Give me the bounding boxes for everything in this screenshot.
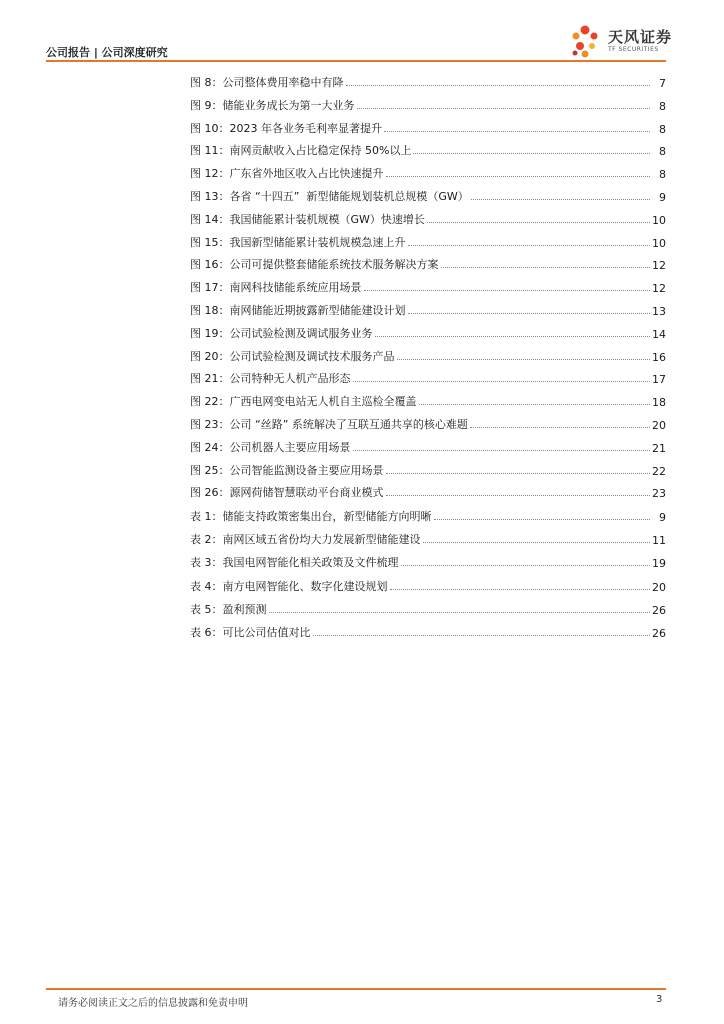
table-entry-label: 表 4：南方电网智能化、数字化建设规划 [190,579,388,593]
figure-entry[interactable] [190,250,666,272]
dot-leader [269,612,651,613]
figure-entry[interactable] [190,273,666,295]
figure-entry-label: 图 19：公司试验检测及调试服务业务 [190,326,373,340]
tf-securities-logo [568,24,678,60]
figure-entry-label: 图 13：各省 “十四五” 新型储能规划装机总规模（GW） [190,190,469,203]
table-entry-label: 表 1：储能支持政策密集出台，新型储能方向明晰 [190,510,432,523]
tf-securities-logo-icon [568,24,606,60]
table-entry-label: 表 3：我国电网智能化相关政策及文件梳理 [190,556,399,570]
figure-entry-label: 图 15：我国新型储能累计装机规模急速上升 [190,235,406,249]
figure-entry[interactable] [190,159,666,181]
figure-entry-label: 图 24：公司机器人主要应用场景 [190,440,351,454]
figure-entry-label: 图 10：2023 年各业务毛利率显著提升 [190,121,382,135]
figure-entry-page: 23 [652,487,666,501]
table-entry-page: 11 [652,534,666,548]
figure-entry-page: 13 [652,305,666,318]
figure-entry-page: 8 [659,99,666,113]
dot-leader [419,404,651,405]
figure-entry-label: 图 22：广西电网变电站无人机自主巡检全覆盖 [190,395,417,409]
dot-leader [390,589,651,590]
figure-entry-label: 图 16：公司可提供整套储能系统技术服务解决方案 [190,258,439,272]
footer-divider [46,988,666,990]
figure-entry-page: 22 [652,464,666,478]
dot-leader [375,336,651,337]
table-entry-label: 表 2：南网区域五省份均大力发展新型储能建设 [190,533,421,547]
table-entry-page: 20 [652,580,666,594]
figure-entry-label: 图 26：源网荷储智慧联动平台商业模式 [190,486,384,500]
figure-entry-page: 21 [652,441,666,455]
figure-entry[interactable] [190,319,666,341]
figure-entry-page: 12 [652,259,666,273]
dot-leader [346,85,651,86]
figure-entry-page: 18 [652,396,666,410]
table-entry-page: 26 [652,627,666,640]
figure-entry-label: 图 12：广东省外地区收入占比快速提升 [190,167,384,181]
dot-leader [397,359,651,360]
dot-leader [408,313,651,314]
figure-entry[interactable] [190,136,666,158]
table-entry[interactable] [190,572,666,594]
figure-entry-label: 图 18：南网储能近期披露新型储能建设计划 [190,304,406,317]
figure-entry-page: 9 [659,191,666,204]
dot-leader [434,519,651,520]
figure-entry-page: 10 [652,236,666,250]
figure-entry[interactable] [190,91,666,113]
figure-entry[interactable] [190,114,666,136]
figure-entry[interactable] [190,68,666,90]
dot-leader [313,635,651,636]
figure-entry-page: 8 [659,168,666,182]
table-entry[interactable] [190,595,666,617]
table-entry-label: 表 6：可比公司估值对比 [190,626,311,639]
dot-leader [364,290,651,291]
figure-entry[interactable] [190,456,666,478]
dot-leader [353,450,651,451]
dot-leader [423,542,651,543]
logo-text-en: TF SECURITIES [608,46,659,53]
dot-leader [441,267,651,268]
figure-entry-page: 10 [652,213,666,227]
logo-text-cn: 天风证券 [608,28,673,46]
figure-entry-page: 17 [652,373,666,387]
dot-leader [408,245,651,246]
figure-entry[interactable] [190,205,666,227]
dot-leader [357,108,651,109]
table-entry-label: 表 5：盈利预测 [190,602,267,616]
figure-entry[interactable] [190,433,666,455]
dot-leader [386,176,651,177]
figure-entry[interactable] [190,410,666,432]
figure-entry[interactable] [190,182,666,204]
figure-entry[interactable] [190,342,666,364]
dot-leader [401,565,651,566]
dot-leader [386,473,651,474]
figure-entry-label: 图 8：公司整体费用率稳中有降 [190,76,344,89]
figure-entry-label: 图 23：公司 “丝路” 系统解决了互联互通共享的核心难题 [190,418,468,431]
table-entry[interactable] [190,525,666,547]
dot-leader [471,199,650,200]
figure-entry-label: 图 11：南网贡献收入占比稳定保持 50%以上 [190,144,412,158]
figure-entry-page: 8 [659,122,666,136]
figure-entry-page: 16 [652,350,666,364]
figure-entry[interactable] [190,387,666,409]
dot-leader [413,153,650,154]
table-entry-page: 26 [652,603,666,617]
figure-entry-label: 图 17：南网科技储能系统应用场景 [190,281,362,295]
figure-entry-label: 图 25：公司智能监测设备主要应用场景 [190,463,384,477]
dot-leader [386,495,651,496]
table-entry-page: 19 [652,557,666,571]
table-entry[interactable] [190,548,666,570]
table-entry-page: 9 [659,511,666,524]
figure-entry-page: 14 [652,327,666,341]
footer-disclaimer: 请务必阅读正文之后的信息披露和免责申明 [58,998,248,1009]
figure-entry-label: 图 9：储能业务成长为第一大业务 [190,98,355,112]
figure-entry[interactable] [190,364,666,386]
figure-entry-page: 20 [652,419,666,432]
page-header [0,0,724,62]
table-entry[interactable] [190,618,666,640]
figure-entry-label: 图 14：我国储能累计装机规模（GW）快速增长 [190,212,425,226]
figure-entry-page: 12 [652,282,666,296]
report-type-title: 公司报告 | 公司深度研究 [46,46,168,59]
dot-leader [353,381,651,382]
figure-entry-label: 图 20：公司试验检测及调试技术服务产品 [190,349,395,363]
figure-entry-label: 图 21：公司特种无人机产品形态 [190,372,351,386]
dot-leader [470,427,650,428]
figure-entry[interactable] [190,296,666,318]
figure-entry-page: 7 [659,77,666,90]
dot-leader [427,222,650,223]
footer-page-number: 3 [656,994,663,1005]
figure-entry[interactable] [190,478,666,500]
figure-entry[interactable] [190,228,666,250]
header-divider [46,60,666,62]
dot-leader [384,131,650,132]
figure-entry-page: 8 [659,145,666,159]
table-entry[interactable] [190,502,666,524]
